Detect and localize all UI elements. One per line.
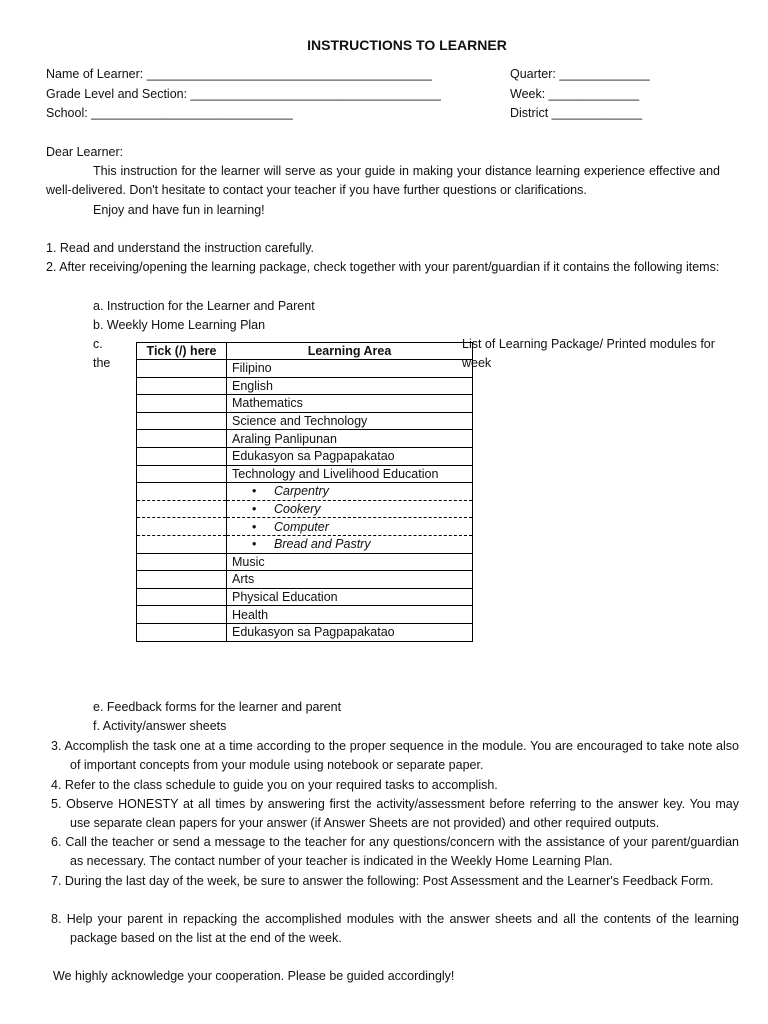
tick-cell[interactable] <box>137 430 227 448</box>
table-row <box>137 395 473 413</box>
step-3: 3. Accomplish the task one at a time according to the proper sequence in the module. You are encouraged to take note also of important concepts from your module using notebook or separate paper. <box>51 739 739 773</box>
table-row <box>137 500 473 518</box>
quarter-field: Quarter: _____________ <box>510 67 650 81</box>
tick-cell[interactable] <box>137 553 227 571</box>
learning-area-subitem: • Carpentry <box>227 483 473 501</box>
step-1: 1. Read and understand the instruction carefully. <box>46 241 314 255</box>
bullet-icon: • <box>252 537 257 552</box>
tick-cell[interactable] <box>137 377 227 395</box>
item-b: b. Weekly Home Learning Plan <box>93 318 266 332</box>
table-row <box>137 623 473 641</box>
tick-cell[interactable] <box>137 571 227 589</box>
intro-paragraph: This instruction for the learner will serve as your guide in making your distance learning experience effective and well-delivered. Don't hesitate to contact your teacher if you have further questions or clarifications. <box>46 164 720 198</box>
tick-cell[interactable] <box>137 412 227 430</box>
learning-area-subitem: • Bread and Pastry <box>227 535 473 553</box>
learning-area-cell: Science and Technology <box>227 412 473 430</box>
tick-cell[interactable] <box>137 606 227 624</box>
bullet-icon: • <box>252 519 257 534</box>
learning-package-table <box>136 342 473 642</box>
tick-cell[interactable] <box>137 395 227 413</box>
step-2: 2. After receiving/opening the learning package, check together with your parent/guardian if it contains the following items: <box>46 260 720 274</box>
learner-name-field: Name of Learner: _________________________________________ <box>46 67 432 81</box>
table-row <box>137 588 473 606</box>
tick-cell[interactable] <box>137 500 227 518</box>
table-row <box>137 465 473 483</box>
step-6: 6. Call the teacher or send a message to the teacher for any questions/concern with the assistance of your parent/guardian as necessary. The contact number of your teacher is indicated in the Weekly Home Learning Plan. <box>51 835 739 869</box>
tick-cell[interactable] <box>137 360 227 378</box>
closing-line: We highly acknowledge your cooperation. Please be guided accordingly! <box>53 969 455 983</box>
learning-area-subitem: • Cookery <box>227 500 473 518</box>
tick-cell[interactable] <box>137 535 227 553</box>
table-row <box>137 412 473 430</box>
bullet-icon: • <box>252 484 257 499</box>
learning-area-cell: Health <box>227 606 473 624</box>
table-row <box>137 571 473 589</box>
item-c-text-2: week <box>462 356 492 370</box>
learning-area-cell: Arts <box>227 571 473 589</box>
item-c-the: the <box>93 356 111 370</box>
learning-area-header: Learning Area <box>227 343 473 360</box>
learning-area-cell: Filipino <box>227 360 473 378</box>
table-row <box>137 606 473 624</box>
table-row <box>137 447 473 465</box>
item-e: e. Feedback forms for the learner and parent <box>93 700 342 714</box>
table-row <box>137 377 473 395</box>
item-a: a. Instruction for the Learner and Parent <box>93 299 315 313</box>
step-8: 8. Help your parent in repacking the accomplished modules with the answer sheets and all the contents of the learning package based on the list at the end of the week. <box>51 912 739 946</box>
step-7: 7. During the last day of the week, be sure to answer the following: Post Assessment and the Learner's Feedback Form. <box>51 874 714 888</box>
tick-cell[interactable] <box>137 447 227 465</box>
grade-section-field: Grade Level and Section: ____________________________________ <box>46 87 441 101</box>
table-row <box>137 360 473 378</box>
table-header-row <box>137 343 473 360</box>
table-row <box>137 483 473 501</box>
tick-cell[interactable] <box>137 518 227 536</box>
learning-area-cell: Mathematics <box>227 395 473 413</box>
learning-area-cell: Music <box>227 553 473 571</box>
item-c-text-1: List of Learning Package/ Printed modules for <box>462 337 715 351</box>
step-4: 4. Refer to the class schedule to guide you on your required tasks to accomplish. <box>51 778 498 792</box>
item-c-label: c. <box>93 337 103 351</box>
school-field: School: _____________________________ <box>46 106 293 120</box>
enjoy-line: Enjoy and have fun in learning! <box>93 203 265 217</box>
district-field: District _____________ <box>510 106 643 120</box>
page-title: INSTRUCTIONS TO LEARNER <box>307 37 507 53</box>
table-row <box>137 430 473 448</box>
learning-area-cell: Edukasyon sa Pagpapakatao <box>227 447 473 465</box>
bullet-icon: • <box>252 502 257 517</box>
learning-area-cell: Technology and Livelihood Education <box>227 465 473 483</box>
item-f: f. Activity/answer sheets <box>93 719 227 733</box>
tick-cell[interactable] <box>137 623 227 641</box>
week-field: Week: _____________ <box>510 87 640 101</box>
tick-cell[interactable] <box>137 465 227 483</box>
learning-area-cell: Araling Panlipunan <box>227 430 473 448</box>
tick-cell[interactable] <box>137 483 227 501</box>
learning-area-cell: English <box>227 377 473 395</box>
greeting: Dear Learner: <box>46 145 124 159</box>
tick-header: Tick (/) here <box>137 343 227 360</box>
learning-area-cell: Edukasyon sa Pagpapakatao <box>227 623 473 641</box>
table-row <box>137 553 473 571</box>
table-row <box>137 535 473 553</box>
learning-area-cell: Physical Education <box>227 588 473 606</box>
learning-area-subitem: • Computer <box>227 518 473 536</box>
step-5: 5. Observe HONESTY at all times by answering first the activity/assessment before referring to the answer key. You may use separate clean papers for your answer (if Answer Sheets are not provided) and other required outputs. <box>51 797 739 831</box>
tick-cell[interactable] <box>137 588 227 606</box>
table-row <box>137 518 473 536</box>
